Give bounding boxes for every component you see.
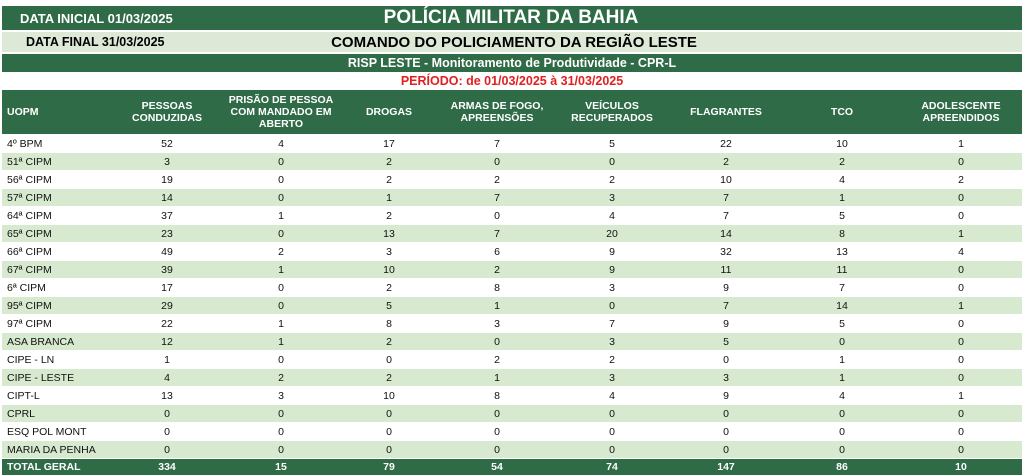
value-cell: 0 <box>556 153 668 171</box>
uopm-cell: 57ª CIPM <box>2 189 112 207</box>
table-row <box>2 189 1022 207</box>
value-cell: 9 <box>668 315 784 333</box>
value-cell: 2 <box>222 369 340 387</box>
value-cell: 2 <box>222 243 340 261</box>
value-cell: 0 <box>438 333 556 351</box>
value-cell: 1 <box>222 315 340 333</box>
value-cell: 1 <box>784 351 900 369</box>
value-cell: 10 <box>668 171 784 189</box>
value-cell: 4 <box>112 369 222 387</box>
value-cell: 2 <box>900 171 1022 189</box>
value-cell: 0 <box>222 297 340 315</box>
table-row <box>2 279 1022 297</box>
uopm-cell: ASA BRANCA <box>2 333 112 351</box>
value-cell: 0 <box>222 189 340 207</box>
value-cell: 2 <box>340 207 438 225</box>
value-cell: 22 <box>668 135 784 153</box>
value-cell: 0 <box>900 333 1022 351</box>
value-cell: 0 <box>784 423 900 441</box>
value-cell: 13 <box>784 243 900 261</box>
value-cell: 0 <box>784 405 900 423</box>
value-cell: 10 <box>784 135 900 153</box>
value-cell: 14 <box>784 297 900 315</box>
column-header: PESSOAS CONDUZIDAS <box>112 90 222 135</box>
column-header: VEÍCULOS RECUPERADOS <box>556 90 668 135</box>
value-cell: 2 <box>340 171 438 189</box>
value-cell: 4 <box>222 135 340 153</box>
uopm-cell: 97ª CIPM <box>2 315 112 333</box>
value-cell: 29 <box>112 297 222 315</box>
productivity-table <box>2 90 1022 475</box>
value-cell: 0 <box>340 405 438 423</box>
value-cell: 17 <box>112 279 222 297</box>
value-cell: 1 <box>900 135 1022 153</box>
value-cell: 2 <box>340 153 438 171</box>
column-header: TCO <box>784 90 900 135</box>
total-row <box>2 459 1022 475</box>
total-value: 334 <box>112 459 222 475</box>
uopm-cell: CIPT-L <box>2 387 112 405</box>
report-band-text: RISP LESTE - Monitoramento de Produtividade - CPR-L <box>348 56 676 70</box>
value-cell: 8 <box>340 315 438 333</box>
value-cell: 0 <box>438 423 556 441</box>
column-header: ADOLESCENTE APREENDIDOS <box>900 90 1022 135</box>
value-cell: 0 <box>222 153 340 171</box>
uopm-cell: CIPE - LN <box>2 351 112 369</box>
value-cell: 7 <box>784 279 900 297</box>
uopm-cell: ESQ POL MONT <box>2 423 112 441</box>
value-cell: 0 <box>556 297 668 315</box>
value-cell: 1 <box>900 387 1022 405</box>
value-cell: 1 <box>900 297 1022 315</box>
value-cell: 17 <box>340 135 438 153</box>
value-cell: 10 <box>340 261 438 279</box>
value-cell: 49 <box>112 243 222 261</box>
value-cell: 0 <box>340 441 438 459</box>
value-cell: 7 <box>668 297 784 315</box>
value-cell: 3 <box>556 279 668 297</box>
total-label: TOTAL GERAL <box>2 459 112 475</box>
value-cell: 3 <box>438 315 556 333</box>
value-cell: 1 <box>222 261 340 279</box>
value-cell: 0 <box>438 441 556 459</box>
value-cell: 9 <box>556 261 668 279</box>
value-cell: 3 <box>556 189 668 207</box>
value-cell: 3 <box>112 153 222 171</box>
value-cell: 1 <box>900 225 1022 243</box>
value-cell: 11 <box>668 261 784 279</box>
table-row <box>2 369 1022 387</box>
value-cell: 0 <box>112 441 222 459</box>
value-cell: 5 <box>556 135 668 153</box>
value-cell: 1 <box>340 189 438 207</box>
page-title: POLÍCIA MILITAR DA BAHIA <box>220 7 1022 29</box>
value-cell: 1 <box>438 297 556 315</box>
value-cell: 0 <box>340 351 438 369</box>
value-cell: 37 <box>112 207 222 225</box>
value-cell: 0 <box>222 225 340 243</box>
period-label: PERÍODO: de 01/03/2025 à 31/03/2025 <box>2 74 1022 88</box>
value-cell: 5 <box>784 207 900 225</box>
value-cell: 0 <box>900 153 1022 171</box>
total-value: 74 <box>556 459 668 475</box>
value-cell: 0 <box>222 171 340 189</box>
value-cell: 0 <box>112 405 222 423</box>
uopm-cell: 51ª CIPM <box>2 153 112 171</box>
value-cell: 10 <box>340 387 438 405</box>
value-cell: 3 <box>668 369 784 387</box>
value-cell: 20 <box>556 225 668 243</box>
value-cell: 7 <box>556 315 668 333</box>
value-cell: 7 <box>438 225 556 243</box>
uopm-cell: 66ª CIPM <box>2 243 112 261</box>
value-cell: 1 <box>784 189 900 207</box>
table-header-row <box>2 90 1022 135</box>
value-cell: 0 <box>900 351 1022 369</box>
value-cell: 2 <box>340 279 438 297</box>
total-value: 15 <box>222 459 340 475</box>
value-cell: 0 <box>438 153 556 171</box>
value-cell: 9 <box>668 387 784 405</box>
value-cell: 0 <box>438 405 556 423</box>
uopm-cell: MARIA DA PENHA <box>2 441 112 459</box>
table-row <box>2 243 1022 261</box>
value-cell: 2 <box>438 351 556 369</box>
value-cell: 2 <box>340 369 438 387</box>
value-cell: 5 <box>668 333 784 351</box>
value-cell: 9 <box>556 243 668 261</box>
value-cell: 9 <box>668 279 784 297</box>
value-cell: 7 <box>438 135 556 153</box>
value-cell: 3 <box>556 333 668 351</box>
value-cell: 1 <box>112 351 222 369</box>
uopm-cell: CPRL <box>2 405 112 423</box>
value-cell: 2 <box>668 153 784 171</box>
value-cell: 0 <box>900 279 1022 297</box>
value-cell: 2 <box>784 153 900 171</box>
value-cell: 0 <box>222 405 340 423</box>
total-value: 86 <box>784 459 900 475</box>
table-row <box>2 225 1022 243</box>
value-cell: 5 <box>340 297 438 315</box>
column-header: DROGAS <box>340 90 438 135</box>
value-cell: 6 <box>438 243 556 261</box>
table-row <box>2 351 1022 369</box>
value-cell: 0 <box>112 423 222 441</box>
value-cell: 3 <box>340 243 438 261</box>
table-row <box>2 297 1022 315</box>
value-cell: 7 <box>668 207 784 225</box>
uopm-cell: 64ª CIPM <box>2 207 112 225</box>
uopm-cell: 56ª CIPM <box>2 171 112 189</box>
value-cell: 0 <box>900 315 1022 333</box>
uopm-cell: 67ª CIPM <box>2 261 112 279</box>
total-value: 79 <box>340 459 438 475</box>
value-cell: 3 <box>222 387 340 405</box>
uopm-cell: 6ª CIPM <box>2 279 112 297</box>
value-cell: 1 <box>784 369 900 387</box>
table-row <box>2 135 1022 153</box>
value-cell: 22 <box>112 315 222 333</box>
value-cell: 4 <box>784 387 900 405</box>
value-cell: 0 <box>668 351 784 369</box>
value-cell: 0 <box>900 405 1022 423</box>
table-row <box>2 261 1022 279</box>
value-cell: 0 <box>784 333 900 351</box>
total-value: 54 <box>438 459 556 475</box>
value-cell: 0 <box>222 351 340 369</box>
value-cell: 32 <box>668 243 784 261</box>
value-cell: 2 <box>340 333 438 351</box>
header-bar-top <box>2 6 1022 30</box>
page-subtitle: COMANDO DO POLICIAMENTO DA REGIÃO LESTE <box>226 34 1022 51</box>
report-band <box>2 54 1022 72</box>
value-cell: 5 <box>784 315 900 333</box>
value-cell: 0 <box>900 369 1022 387</box>
value-cell: 13 <box>112 387 222 405</box>
value-cell: 7 <box>668 189 784 207</box>
value-cell: 14 <box>112 189 222 207</box>
column-header: PRISÃO DE PESSOA COM MANDADO EM ABERTO <box>222 90 340 135</box>
value-cell: 12 <box>112 333 222 351</box>
value-cell: 0 <box>900 261 1022 279</box>
value-cell: 4 <box>556 387 668 405</box>
table-row <box>2 315 1022 333</box>
value-cell: 3 <box>556 369 668 387</box>
uopm-cell: 4º BPM <box>2 135 112 153</box>
value-cell: 1 <box>222 207 340 225</box>
table-row <box>2 153 1022 171</box>
table-row <box>2 423 1022 441</box>
value-cell: 7 <box>438 189 556 207</box>
value-cell: 0 <box>556 423 668 441</box>
value-cell: 8 <box>784 225 900 243</box>
start-date-label: DATA INICIAL 01/03/2025 <box>2 11 220 26</box>
value-cell: 0 <box>340 423 438 441</box>
value-cell: 0 <box>438 207 556 225</box>
value-cell: 8 <box>438 387 556 405</box>
table-row <box>2 441 1022 459</box>
value-cell: 23 <box>112 225 222 243</box>
table-row <box>2 171 1022 189</box>
value-cell: 2 <box>556 171 668 189</box>
table-row <box>2 207 1022 225</box>
value-cell: 11 <box>784 261 900 279</box>
uopm-cell: 65ª CIPM <box>2 225 112 243</box>
value-cell: 0 <box>784 441 900 459</box>
value-cell: 14 <box>668 225 784 243</box>
table-body <box>2 135 1022 459</box>
table-row <box>2 333 1022 351</box>
value-cell: 0 <box>900 189 1022 207</box>
uopm-cell: 95ª CIPM <box>2 297 112 315</box>
total-value: 147 <box>668 459 784 475</box>
value-cell: 8 <box>438 279 556 297</box>
value-cell: 2 <box>556 351 668 369</box>
value-cell: 39 <box>112 261 222 279</box>
value-cell: 2 <box>438 261 556 279</box>
value-cell: 13 <box>340 225 438 243</box>
value-cell: 4 <box>556 207 668 225</box>
value-cell: 0 <box>668 423 784 441</box>
value-cell: 0 <box>556 405 668 423</box>
uopm-cell: CIPE - LESTE <box>2 369 112 387</box>
value-cell: 1 <box>438 369 556 387</box>
value-cell: 52 <box>112 135 222 153</box>
end-date-label: DATA FINAL 31/03/2025 <box>2 35 226 49</box>
value-cell: 0 <box>900 423 1022 441</box>
table-row <box>2 405 1022 423</box>
table-row <box>2 387 1022 405</box>
column-header: ARMAS DE FOGO, APREENSÕES <box>438 90 556 135</box>
value-cell: 19 <box>112 171 222 189</box>
value-cell: 4 <box>784 171 900 189</box>
value-cell: 0 <box>556 441 668 459</box>
column-header: UOPM <box>2 90 112 135</box>
value-cell: 0 <box>900 441 1022 459</box>
value-cell: 2 <box>438 171 556 189</box>
value-cell: 0 <box>668 441 784 459</box>
value-cell: 1 <box>222 333 340 351</box>
value-cell: 0 <box>222 441 340 459</box>
value-cell: 0 <box>222 423 340 441</box>
value-cell: 0 <box>222 279 340 297</box>
value-cell: 0 <box>668 405 784 423</box>
value-cell: 4 <box>900 243 1022 261</box>
header-bar-second <box>2 32 1022 52</box>
column-header: FLAGRANTES <box>668 90 784 135</box>
total-value: 10 <box>900 459 1022 475</box>
value-cell: 0 <box>900 207 1022 225</box>
